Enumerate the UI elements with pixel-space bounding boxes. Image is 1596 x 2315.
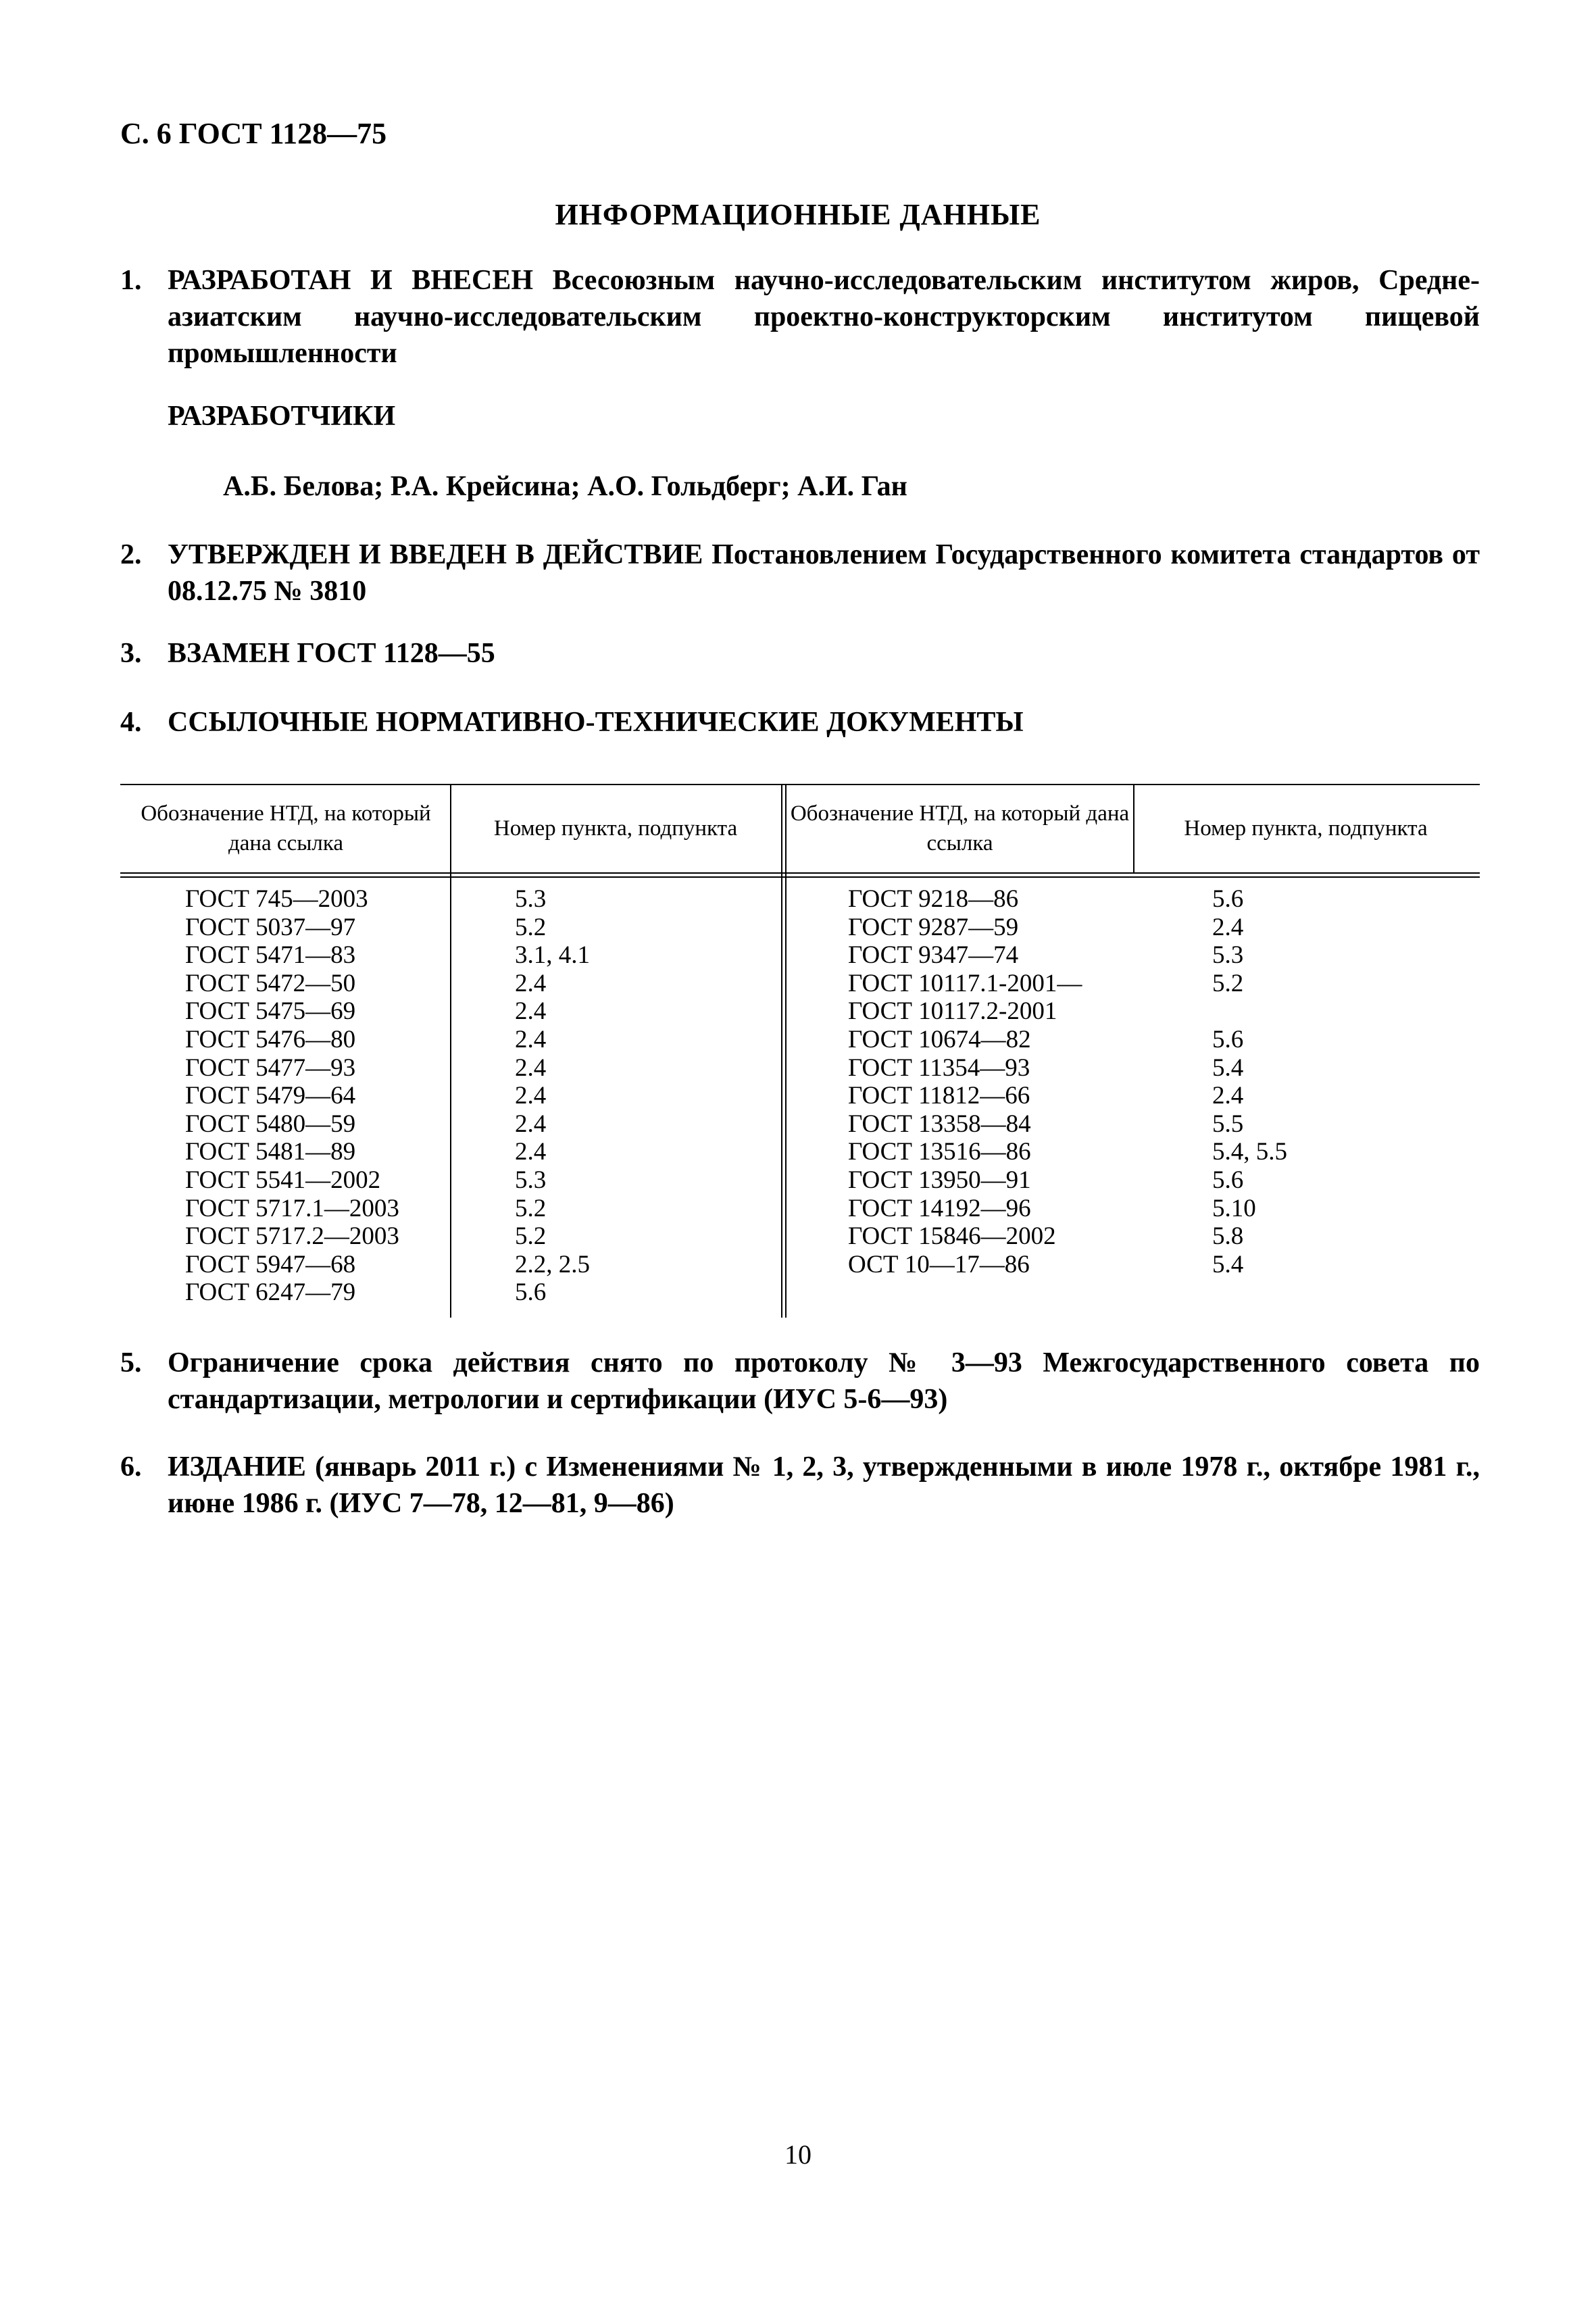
table-cell: ГОСТ 5481—89	[185, 1138, 356, 1166]
table-cell: 2.4	[1212, 1082, 1244, 1110]
table-cell: 5.3	[515, 885, 547, 913]
table-cell: 5.5	[1212, 1110, 1244, 1138]
reference-table	[120, 784, 1480, 1318]
table-cell: ГОСТ 5479—64	[185, 1082, 356, 1110]
page-number: 10	[784, 2139, 812, 2170]
table-cell: 5.8	[1212, 1222, 1244, 1251]
table-cell: ГОСТ 11354—93	[848, 1053, 1030, 1082]
item-number: 1.	[120, 265, 142, 296]
table-cell: ГОСТ 9347—74	[848, 941, 1019, 970]
table-cell: 5.2	[1212, 969, 1244, 997]
table-cell: 3.1, 4.1	[515, 941, 590, 970]
table-cell: ГОСТ 15846—2002	[848, 1222, 1056, 1251]
table-cell: ГОСТ 5476—80	[185, 1025, 356, 1053]
item-6	[120, 1449, 1480, 1522]
table-divider	[450, 784, 451, 1318]
table-cell: 5.6	[515, 1278, 547, 1307]
section-title: ИНФОРМАЦИОННЫЕ ДАННЫЕ	[555, 198, 1041, 231]
table-cell: ГОСТ 13516—86	[848, 1138, 1031, 1166]
table-header-rule	[120, 872, 1480, 874]
item-number: 4.	[120, 707, 142, 738]
table-cell: ГОСТ 745—2003	[185, 885, 368, 913]
table-cell: 5.4	[1212, 1053, 1244, 1082]
table-cell: ГОСТ 9287—59	[848, 913, 1019, 941]
table-cell: 5.2	[515, 1222, 547, 1251]
item-number: 5.	[120, 1347, 142, 1378]
table-divider	[785, 784, 787, 1318]
item-number: 6.	[120, 1451, 142, 1483]
table-cell: 5.2	[515, 913, 547, 941]
table-top-rule	[120, 784, 1480, 785]
table-cell: ГОСТ 10117.2-2001	[848, 997, 1057, 1026]
item-3	[120, 635, 1480, 672]
developers-names: А.Б. Белова; Р.А. Крейсина; А.О. Гольдберг; А.И. Ган	[223, 471, 907, 502]
item-text: Ограничение срока действия снято по протоколу № 3—93 Межгосударственного совета по стандартизации, метрологии и сертификации (ИУС 5-6—93)	[168, 1347, 1480, 1415]
table-cell: ГОСТ 5541—2002	[185, 1166, 381, 1194]
developers-heading: РАЗРАБОТЧИКИ	[168, 401, 396, 432]
page-header: С. 6 ГОСТ 1128—75	[120, 117, 387, 150]
column-right-docs	[848, 885, 1082, 1278]
table-header-rule	[120, 876, 1480, 878]
item-5	[120, 1345, 1480, 1418]
item-text: ВЗАМЕН ГОСТ 1128—55	[168, 638, 495, 669]
table-cell: 5.2	[515, 1194, 547, 1222]
table-cell: ГОСТ 10117.1-2001—	[848, 969, 1082, 997]
table-cell: 2.4	[1212, 913, 1244, 941]
table-cell: 5.10	[1212, 1194, 1256, 1222]
table-cell: 5.3	[515, 1166, 547, 1194]
table-cell: ГОСТ 10674—82	[848, 1025, 1031, 1053]
table-cell: ГОСТ 5037—97	[185, 913, 356, 941]
table-cell: 5.3	[1212, 941, 1244, 970]
item-number: 3.	[120, 638, 142, 669]
table-cell: ГОСТ 5471—83	[185, 941, 356, 970]
table-cell: 5.6	[1212, 885, 1244, 913]
table-cell: ГОСТ 14192—96	[848, 1194, 1031, 1222]
table-cell: 2.4	[515, 997, 547, 1026]
table-cell: ГОСТ 5717.1—2003	[185, 1194, 399, 1222]
item-text: ССЫЛОЧНЫЕ НОРМАТИВНО-ТЕХНИЧЕСКИЕ ДОКУМЕНТЫ	[168, 707, 1024, 738]
table-cell: 2.4	[515, 1138, 547, 1166]
header-doc-right: Обозначение НТД, на который дана ссылка	[790, 801, 1130, 855]
table-cell: ГОСТ 13358—84	[848, 1110, 1031, 1138]
item-2	[120, 537, 1480, 609]
table-cell: ГОСТ 11812—66	[848, 1082, 1030, 1110]
table-cell	[1212, 997, 1287, 1026]
table-cell: 2.4	[515, 1110, 547, 1138]
table-cell: 2.4	[515, 1082, 547, 1110]
table-cell: 2.2, 2.5	[515, 1250, 590, 1278]
table-divider	[1133, 784, 1134, 872]
item-4	[120, 704, 1480, 741]
table-cell: 2.4	[515, 1025, 547, 1053]
table-cell: ГОСТ 6247—79	[185, 1278, 356, 1307]
table-cell: 2.4	[515, 969, 547, 997]
item-text: РАЗРАБОТАН И ВНЕСЕН Всесоюзным научно-исследовательским институтом жиров, Средне-азиатским научно-исследовательским проектно-конструкторским институтом пищевой промышленности	[168, 265, 1480, 369]
item-number: 2.	[120, 539, 142, 570]
table-cell: 5.4, 5.5	[1212, 1138, 1287, 1166]
table-cell: ГОСТ 9218—86	[848, 885, 1019, 913]
column-right-items	[1212, 885, 1287, 1278]
item-text: УТВЕРЖДЕН И ВВЕДЕН В ДЕЙСТВИЕ Постановлением Государственного комитета стандартов от 08.12.75 № 3810	[168, 539, 1480, 607]
table-cell: ГОСТ 5477—93	[185, 1053, 356, 1082]
table-cell: 2.4	[515, 1053, 547, 1082]
table-cell: ГОСТ 5480—59	[185, 1110, 356, 1138]
table-cell: ГОСТ 5475—69	[185, 997, 356, 1026]
item-1	[120, 262, 1480, 372]
column-left-items	[515, 885, 590, 1307]
column-left-docs	[185, 885, 399, 1307]
table-cell: 5.4	[1212, 1250, 1244, 1278]
header-item-left: Номер пункта, подпункта	[493, 816, 738, 841]
table-cell: ГОСТ 13950—91	[848, 1166, 1031, 1194]
item-text: ИЗДАНИЕ (январь 2011 г.) с Изменениями № 1, 2, 3, утвержденными в июле 1978 г., октябре 1981 г., июне 1986 г. (ИУС 7—78, 12—81, 9—86)	[168, 1451, 1480, 1519]
table-divider	[781, 784, 782, 1318]
table-cell: 5.6	[1212, 1166, 1244, 1194]
table-cell: ГОСТ 5947—68	[185, 1250, 356, 1278]
table-cell: ОСТ 10—17—86	[848, 1250, 1030, 1278]
table-cell: ГОСТ 5717.2—2003	[185, 1222, 399, 1251]
table-cell: ГОСТ 5472—50	[185, 969, 356, 997]
header-item-right: Номер пункта, подпункта	[1184, 816, 1428, 841]
table-cell: 5.6	[1212, 1025, 1244, 1053]
header-doc-left: Обозначение НТД, на который дана ссылка	[141, 801, 431, 855]
